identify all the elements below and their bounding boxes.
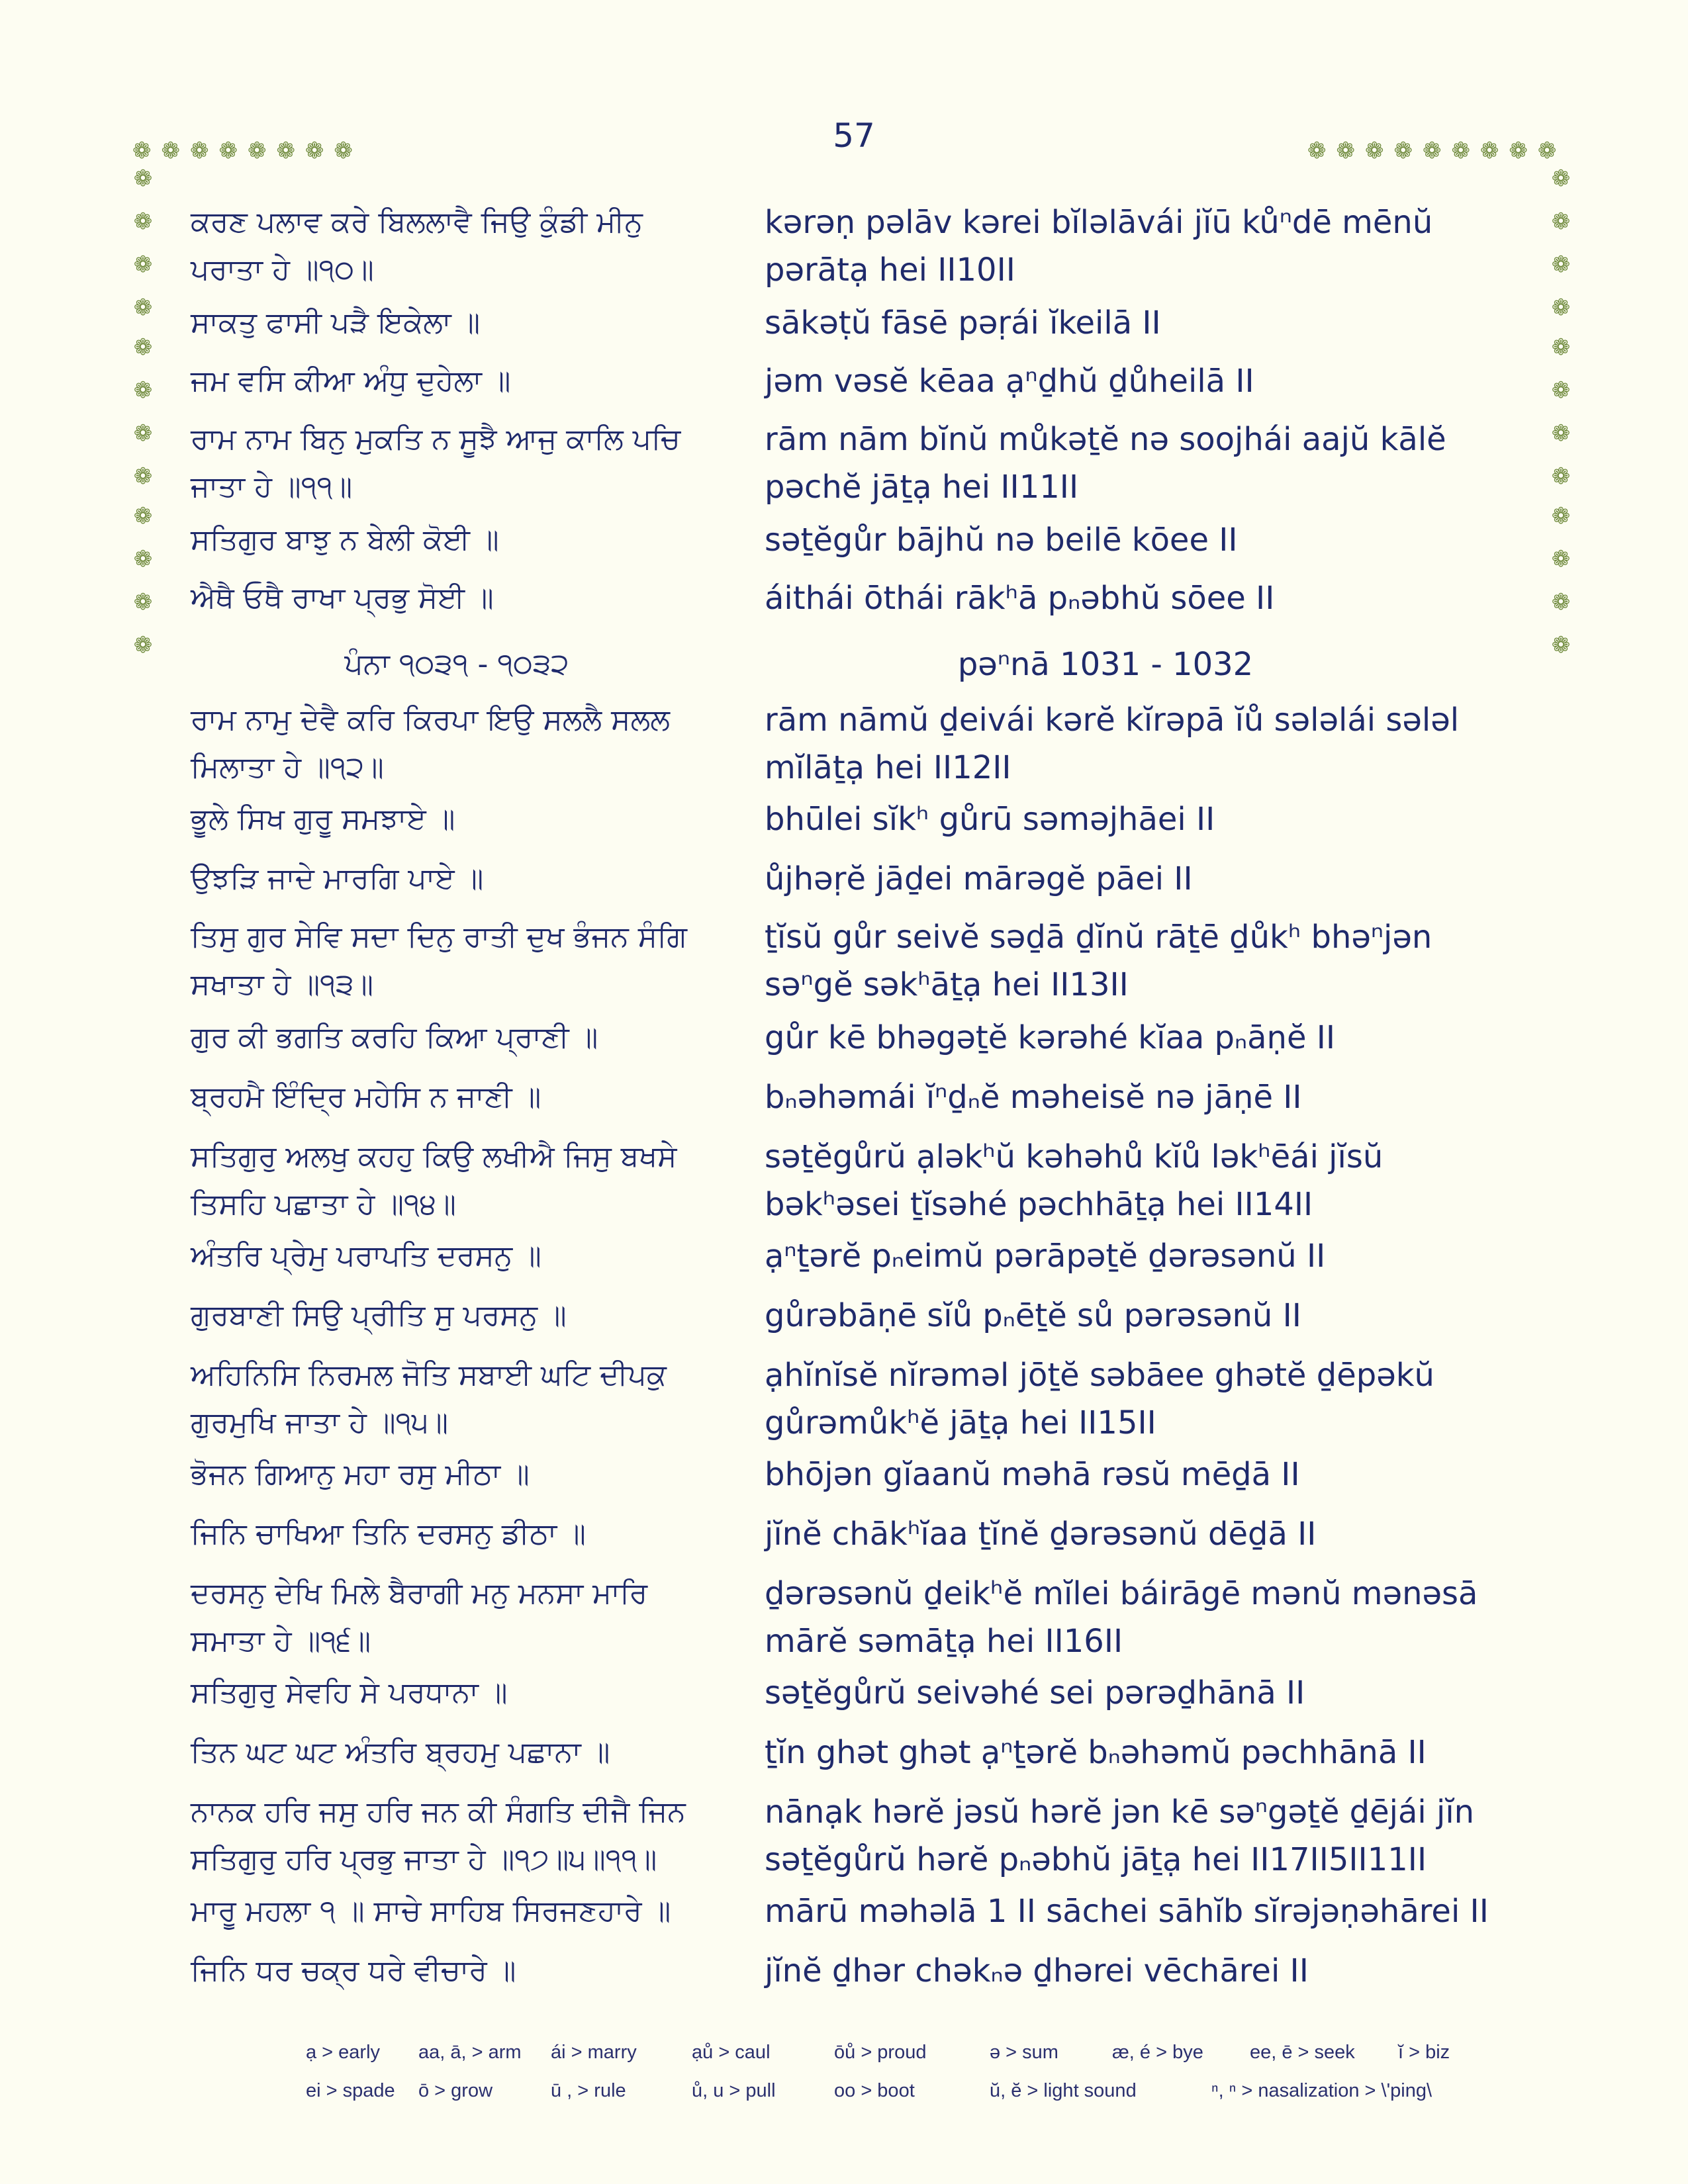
transliteration-line: jĭnĕ ḏhər chəkₙə ḏhərei vēchārei II [765,1952,1309,1989]
transliteration-line: ṯĭsŭ gůr seivĕ səḏā ḏĭnŭ rāṯē ḏůkʰ bhəⁿjən səⁿgĕ səkʰāṯạ hei II13II [765,919,1432,1003]
gurmukhi-line: ਗੁਰ ਕੀ ਭਗਤਿ ਕਰਹਿ ਕਿਆ ਪ੍ਰਾਣੀ ॥ [191,1021,598,1054]
transliteration-line: sākəṭŭ fāsē pəṛái ĭkeilā II [765,304,1161,341]
legend-item: aa, ā, > arm [418,2042,522,2063]
transliteration-line: áithái ōthái rākʰā pₙəbhŭ sōee II [765,580,1275,617]
legend-item: ạ > early [306,2042,381,2063]
pronunciation-legend [0,2042,1688,2121]
transliteration-line: rām nām bĭnŭ můkəṯĕ nə soojhái aajŭ kālĕ pəchĕ jāṯạ hei II11II [765,421,1446,506]
transliteration-line: nānạk hərĕ jəsŭ hərĕ jən kē səⁿgəṯĕ ḏējái jĭn səṯĕgůrŭ hərĕ pₙəbhŭ jāṯạ hei II17II5II11II [765,1794,1475,1878]
transliteration-line: səṯĕgůrŭ ạləkʰŭ kəhəhů kĭů ləkʰēái jĭsŭ bəkʰəsei ṯĭsəhé pəchhāṯạ hei II14II [765,1138,1383,1223]
gurmukhi-line: ਰਾਮ ਨਾਮੁ ਦੇਵੈ ਕਰਿ ਕਿਰਪਾ ਇਉ ਸਲਲੈ ਸਲਲ ਮਿਲਾਤਾ ਹੇ ॥੧੨॥ [191,703,670,784]
gurmukhi-line: ਜਿਨਿ ਧਰ ਚਕ੍ਰ ਧਰੇ ਵੀਚਾਰੇ ॥ [191,1954,516,1987]
legend-item: ei > spade [306,2080,395,2101]
flower-border-top-right: ❁❁❁❁❁❁❁❁❁ [1307,138,1567,164]
gurmukhi-line: ਅੰਤਰਿ ਪ੍ਰੇਮੁ ਪਰਾਪਤਿ ਦਰਸਨੁ ॥ [191,1239,541,1273]
legend-item: oo > boot [834,2080,915,2101]
legend-item: ōů > proud [834,2042,927,2063]
legend-item: ū , > rule [551,2080,626,2101]
transliteration-line: bhōjən gĭaanŭ məhā rəsŭ mēḏā II [765,1456,1300,1493]
legend-item: æ, é > bye [1112,2042,1203,2063]
gurmukhi-line: ਭੂਲੇ ਸਿਖ ਗੁਰੂ ਸਮਝਾਏ ॥ [191,802,455,836]
gurmukhi-line: ਸਾਕਤੁ ਫਾਸੀ ਪੜੈ ਇਕੇਲਾ ॥ [191,306,481,340]
gurmukhi-line: ਸਤਿਗੁਰ ਬਾਝੁ ਨ ਬੇਲੀ ਕੋਈ ॥ [191,523,499,557]
transliteration-line: gůrəbāṇē sĭů pₙēṯĕ sů pərəsənŭ II [765,1297,1301,1334]
gurmukhi-line: ਐਥੈ ਓਥੈ ਰਾਖਾ ਪ੍ਰਭੁ ਸੋਈ ॥ [191,581,494,615]
transliteration-line: ạhĭnĭsĕ nĭrəməl jōṯĕ səbāee ghətĕ ḏēpəkŭ gůrəmůkʰĕ jāṯạ hei II15II [765,1357,1434,1441]
gurmukhi-line: ਭੋਜਨ ਗਿਆਨੁ ਮਹਾ ਰਸੁ ਮੀਠਾ ॥ [191,1457,530,1491]
flower-border-top-left: ❁❁❁❁❁❁❁❁ [132,138,363,164]
legend-item: ee, ē > seek [1250,2042,1355,2063]
legend-item: ů, u > pull [692,2080,776,2101]
gurmukhi-line: ਮਾਰੂ ਮਹਲਾ ੧ ॥ ਸਾਚੇ ਸਾਹਿਬ ਸਿਰਜਣਹਾਰੇ ॥ [191,1894,671,1928]
legend-item: ĭ > biz [1398,2042,1450,2063]
gurmukhi-line: ਨਾਨਕ ਹਰਿ ਜਸੁ ਹਰਿ ਜਨ ਕੀ ਸੰਗਤਿ ਦੀਜੈ ਜਿਨ ਸਤਿਗੁਰੁ ਹਰਿ ਪ੍ਰਭੁ ਜਾਤਾ ਹੇ ॥੧੭॥੫॥੧੧॥ [191,1795,686,1876]
gurmukhi-line: ਜਿਨਿ ਚਾਖਿਆ ਤਿਨਿ ਦਰਸਨੁ ਡੀਠਾ ॥ [191,1517,586,1551]
transliteration-line: jəm vəsĕ kēaa ạⁿḏhŭ ḏůheilā II [765,363,1254,400]
gurmukhi-line: ਦਰਸਨੁ ਦੇਖਿ ਮਿਲੇ ਬੈਰਾਗੀ ਮਨੁ ਮਨਸਾ ਮਾਰਿ ਸਮਾਤਾ ਹੇ ॥੧੬॥ [191,1576,648,1658]
gurmukhi-line: ਸਤਿਗੁਰੁ ਸੇਵਹਿ ਸੇ ਪਰਧਾਨਾ ॥ [191,1676,508,1709]
transliteration-line: ṯĭn ghət ghət ạⁿṯərĕ bₙəhəmŭ pəchhānā II [765,1734,1427,1771]
transliteration-line: gůr kē bhəgəṯĕ kərəhé kĭaa pₙāṇĕ II [765,1019,1336,1056]
gurmukhi-line: ਬ੍ਰਹਮੈ ਇੰਦ੍ਰਿ ਮਹੇਸਿ ਨ ਜਾਣੀ ॥ [191,1080,541,1114]
transliteration-line: rām nāmŭ ḏeivái kərĕ kĭrəpā ĭů sələlái sələl mĭlāṯạ hei II12II [765,702,1460,786]
legend-item: ō > grow [418,2080,493,2101]
legend-item: ⁿ, ⁿ > nasalization > \'ping\ [1211,2080,1432,2101]
page-number: 57 [833,116,875,155]
transliteration-line: səṯĕgůr bājhŭ nə beilē kōee II [765,522,1238,559]
gurmukhi-line: ਜਮ ਵਸਿ ਕੀਆ ਅੰਧੁ ਦੁਹੇਲਾ ॥ [191,364,511,398]
transliteration-line: səṯĕgůrŭ seivəhé sei pərəḏhānā II [765,1674,1305,1711]
transliteration-heading: pəⁿnā 1031 - 1032 [957,646,1254,683]
gurmukhi-line: ਕਰਣ ਪਲਾਵ ਕਰੇ ਬਿਲਲਾਵੈ ਜਿਉ ਕੁੰਡੀ ਮੀਨੁ ਪਰਾਤਾ ਹੇ ॥੧੦॥ [191,205,643,287]
gurmukhi-line: ਉਝੜਿ ਜਾਦੇ ਮਾਰਗਿ ਪਾਏ ॥ [191,862,484,895]
gurmukhi-line: ਤਿਸੁ ਗੁਰ ਸੇਵਿ ਸਦਾ ਦਿਨੁ ਰਾਤੀ ਦੁਖ ਭੰਜਨ ਸੰਗਿ ਸਖਾਤਾ ਹੇ ॥੧੩॥ [191,920,687,1001]
transliteration-line: bhūlei sĭkʰ gůrū səməjhāei II [765,801,1215,838]
transliteration-line: ḏərəsənŭ ḏeikʰĕ mĭlei báirāgē mənŭ mənəsā mārĕ səmāṯạ hei II16II [765,1575,1478,1660]
transliteration-line: mārū məhəlā 1 II sāchei sāhĭb sĭrəjəṇəhārei II [765,1893,1489,1930]
transliteration-line: jĭnĕ chākʰĭaa ṯĭnĕ ḏərəsənŭ dēḏā II [765,1516,1317,1553]
transliteration-line: ạⁿṯərĕ pₙeimŭ pərāpəṯĕ ḏərəsənŭ II [765,1238,1326,1275]
transliteration-line: kərəṇ pəlāv kərei bĭləlāvái jĭū kůⁿdē mēnŭ pərātạ hei II10II [765,204,1433,289]
gurmukhi-heading: ਪੰਨਾ ੧੦੩੧ - ੧੦੩੨ [344,647,569,681]
legend-item: ə > sum [990,2042,1058,2063]
gurmukhi-line: ਅਹਿਨਿਸਿ ਨਿਰਮਲ ਜੋਤਿ ਸਬਾਈ ਘਟਿ ਦੀਪਕੁ ਗੁਰਮੁਖਿ ਜਾਤਾ ਹੇ ॥੧੫॥ [191,1358,667,1439]
gurmukhi-line: ਸਤਿਗੁਰੁ ਅਲਖੁ ਕਹਹੁ ਕਿਉ ਲਖੀਐ ਜਿਸੁ ਬਖਸੇ ਤਿਸਹਿ ਪਛਾਤਾ ਹੇ ॥੧੪॥ [191,1140,677,1221]
transliteration-line: ůjhəṛĕ jāḏei mārəgĕ pāei II [765,860,1193,897]
legend-item: ái > marry [551,2042,637,2063]
transliteration-line: bₙəhəmái ĭⁿḏₙĕ məheisĕ nə jāṇē II [765,1079,1302,1116]
legend-item: ạů > caul [692,2042,771,2063]
gurmukhi-line: ਗੁਰਬਾਣੀ ਸਿਉ ਪ੍ਰੀਤਿ ਸੁ ਪਰਸਨੁ ॥ [191,1298,567,1332]
gurmukhi-line: ਰਾਮ ਨਾਮ ਬਿਨੁ ਮੁਕਤਿ ਨ ਸੂਝੈ ਆਜੁ ਕਾਲਿ ਪਚਿ ਜਾਤਾ ਹੇ ॥੧੧॥ [191,422,680,504]
gurmukhi-line: ਤਿਨ ਘਟ ਘਟ ਅੰਤਰਿ ਬ੍ਰਹਮੁ ਪਛਾਨਾ ॥ [191,1735,610,1769]
legend-item: ŭ, ĕ > light sound [990,2080,1137,2101]
